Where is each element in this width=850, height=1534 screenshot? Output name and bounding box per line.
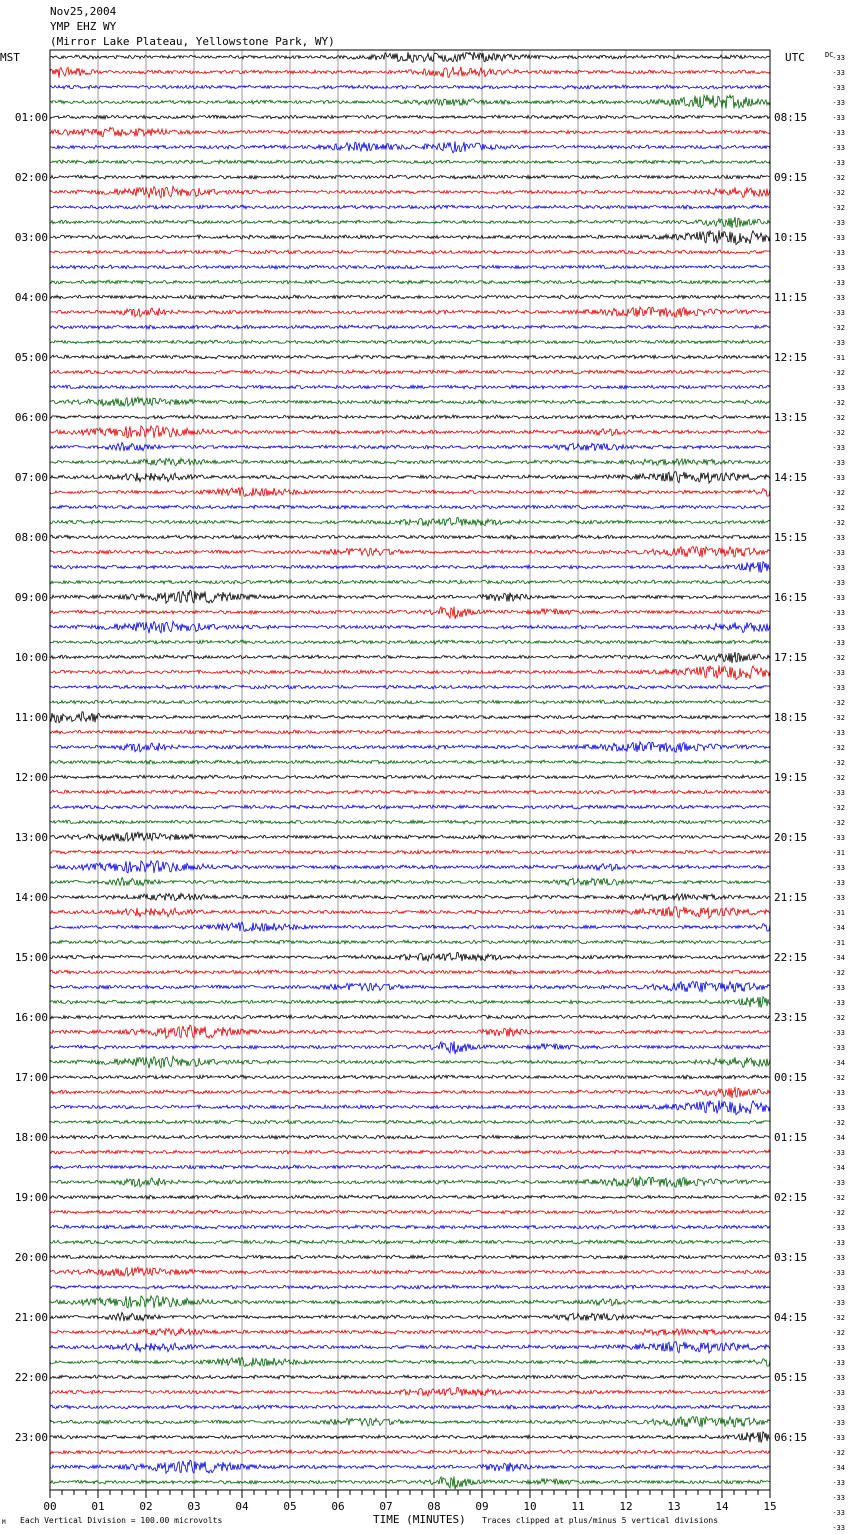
seismic-trace: [50, 621, 770, 633]
seismic-trace: [50, 1150, 770, 1154]
right-timezone-label: UTC: [785, 51, 805, 64]
dc-offset-value: -31: [832, 354, 845, 362]
x-tick-label: 00: [43, 1500, 57, 1513]
dc-offset-value: -32: [832, 774, 845, 782]
seismic-trace: [50, 1313, 770, 1322]
dc-offset-value: -33: [832, 1359, 845, 1367]
dc-offset-value: -31: [832, 939, 845, 947]
dc-offset-value: -33: [832, 609, 845, 617]
seismic-trace: [50, 458, 770, 465]
x-tick-label: 05: [283, 1500, 297, 1513]
seismic-trace: [50, 415, 770, 419]
seismic-trace: [50, 265, 770, 269]
dc-offset-value: -33: [832, 1494, 845, 1502]
dc-header-label: DC: [825, 51, 834, 59]
seismic-trace: [50, 1375, 770, 1379]
seismic-trace: [50, 1100, 770, 1114]
seismic-trace: [50, 1025, 770, 1038]
dc-offset-value: -32: [832, 969, 845, 977]
seismic-trace: [50, 280, 770, 284]
utc-hour-label: 18:15: [774, 711, 808, 724]
mst-hour-label: 12:00: [14, 771, 48, 784]
mst-hour-label: 02:00: [14, 171, 48, 184]
seismic-trace: [50, 355, 770, 359]
x-tick-label: 14: [715, 1500, 729, 1513]
mst-hour-label: 07:00: [14, 471, 48, 484]
seismic-trace: [50, 893, 770, 900]
seismic-trace: [50, 640, 770, 644]
dc-offset-value: -33: [832, 729, 845, 737]
dc-offset-value: -32: [832, 414, 845, 422]
seismic-trace: [50, 1135, 770, 1139]
seismic-trace: [50, 340, 770, 344]
seismic-trace: [50, 1387, 770, 1396]
mst-hour-label: 20:00: [14, 1251, 48, 1264]
seismic-trace: [50, 730, 770, 734]
seismic-trace: [50, 790, 770, 794]
seismic-trace: [50, 665, 770, 679]
seismic-trace: [50, 580, 770, 584]
dc-offset-value: -32: [832, 1329, 845, 1337]
x-tick-label: 01: [91, 1500, 105, 1513]
seismic-trace: [50, 95, 770, 109]
utc-hour-label: 20:15: [774, 831, 808, 844]
seismic-trace: [50, 1405, 770, 1409]
mst-hour-label: 08:00: [14, 531, 48, 544]
utc-hour-label: 21:15: [774, 891, 808, 904]
seismic-trace: [50, 547, 770, 558]
mst-hour-label: 14:00: [14, 891, 48, 904]
dc-offset-value: -32: [832, 1209, 845, 1217]
seismic-trace: [50, 685, 770, 689]
seismic-trace: [50, 1476, 770, 1489]
seismic-trace: [50, 1120, 770, 1124]
dc-offset-value: -33: [832, 129, 845, 137]
seismic-trace: [50, 922, 770, 931]
dc-offset-value: -34: [832, 954, 845, 962]
dc-offset-value: -33: [832, 1479, 845, 1487]
dc-offset-value: -32: [832, 699, 845, 707]
seismic-trace: [50, 997, 770, 1008]
utc-hour-label: 08:15: [774, 111, 808, 124]
dc-offset-value: -34: [832, 924, 845, 932]
seismic-trace: [50, 186, 770, 198]
dc-offset-value: -33: [832, 1434, 845, 1442]
seismic-trace: [50, 982, 770, 993]
seismic-trace: [50, 517, 770, 526]
seismic-trace: [50, 590, 770, 603]
utc-hour-label: 17:15: [774, 651, 808, 664]
seismic-trace: [50, 775, 770, 779]
dc-offset-value: -33: [832, 624, 845, 632]
dc-offset-value: -32: [832, 504, 845, 512]
x-tick-label: 12: [619, 1500, 633, 1513]
seismic-trace: [50, 1267, 770, 1276]
utc-hour-label: 06:15: [774, 1431, 808, 1444]
mst-hour-label: 06:00: [14, 411, 48, 424]
seismic-trace: [50, 1015, 770, 1019]
seismic-trace: [50, 861, 770, 873]
mst-hour-label: 23:00: [14, 1431, 48, 1444]
seismic-trace: [50, 820, 770, 824]
dc-offset-value: -33: [832, 1254, 845, 1262]
dc-offset-value: -33: [832, 594, 845, 602]
mst-hour-label: 18:00: [14, 1131, 48, 1144]
dc-offset-value: -33: [832, 444, 845, 452]
dc-offset-value: -32: [832, 324, 845, 332]
dc-offset-value: -33: [832, 1089, 845, 1097]
seismic-trace: [50, 385, 770, 389]
dc-offset-value: -33: [832, 564, 845, 572]
dc-offset-value: -33: [832, 1374, 845, 1382]
seismic-trace: [50, 397, 770, 406]
dc-offset-value: -33: [832, 984, 845, 992]
dc-offset-value: -32: [832, 1314, 845, 1322]
mst-hour-label: 19:00: [14, 1191, 48, 1204]
footer-clip-note: Traces clipped at plus/minus 5 vertical divisions: [482, 1516, 719, 1525]
dc-offset-value: -33: [832, 999, 845, 1007]
dc-offset-value: -33: [832, 264, 845, 272]
utc-hour-label: 12:15: [774, 351, 808, 364]
dc-offset-value: -34: [832, 1164, 845, 1172]
dc-offset-value: -33: [832, 1299, 845, 1307]
seismic-trace: [50, 472, 770, 483]
x-tick-label: 04: [235, 1500, 249, 1513]
dc-offset-value: -32: [832, 489, 845, 497]
mst-hour-label: 16:00: [14, 1011, 48, 1024]
seismic-trace: [50, 1075, 770, 1079]
seismic-trace: [50, 443, 770, 452]
dc-offset-value: -33: [832, 1179, 845, 1187]
header-location: (Mirror Lake Plateau, Yellowstone Park, WY): [50, 35, 335, 48]
dc-offset-value: -33: [832, 294, 845, 302]
seismic-trace: [50, 426, 770, 438]
seismic-trace: [50, 1195, 770, 1199]
x-tick-label: 06: [331, 1500, 345, 1513]
seismic-trace: [50, 487, 770, 496]
header-date: Nov25,2004: [50, 5, 117, 18]
dc-offset-value: -33: [832, 1509, 845, 1517]
seismic-trace: [50, 127, 770, 136]
seismic-trace: [50, 1210, 770, 1214]
seismic-trace: [50, 85, 770, 89]
dc-offset-value: -32: [832, 804, 845, 812]
dc-offset-value: -33: [832, 1239, 845, 1247]
dc-offset-value: -33: [832, 579, 845, 587]
utc-hour-label: 04:15: [774, 1311, 808, 1324]
dc-offset-value: -33: [832, 1284, 845, 1292]
seismic-trace: [50, 952, 770, 961]
mst-hour-label: 21:00: [14, 1311, 48, 1324]
dc-offset-value: -33: [832, 1404, 845, 1412]
seismic-trace: [50, 1255, 770, 1259]
dc-offset-value: -33: [832, 684, 845, 692]
seismic-trace: [50, 742, 770, 752]
dc-offset-value: -31: [832, 849, 845, 857]
mst-hour-label: 11:00: [14, 711, 48, 724]
dc-offset-value: -32: [832, 399, 845, 407]
left-timezone-label: MST: [0, 51, 20, 64]
dc-offset-value: -33: [832, 219, 845, 227]
seismic-trace: [50, 141, 770, 153]
utc-hour-label: 09:15: [774, 171, 808, 184]
dc-offset-value: -33: [832, 1044, 845, 1052]
seismic-trace: [50, 760, 770, 764]
dc-offset-value: -32: [832, 519, 845, 527]
x-tick-label: 03: [187, 1500, 201, 1513]
dc-offset-value: -33: [832, 54, 845, 62]
utc-hour-label: 13:15: [774, 411, 808, 424]
time-gridlines: [98, 50, 722, 1490]
x-tick-label: 10: [523, 1500, 537, 1513]
seismic-trace: [50, 250, 770, 254]
dc-offset-value: -32: [832, 1014, 845, 1022]
x-tick-label: 02: [139, 1500, 153, 1513]
dc-offset-value: -33: [832, 69, 845, 77]
seismic-trace: [50, 652, 770, 663]
time-axis: [43, 1490, 776, 1513]
seismic-trace: [50, 1342, 770, 1353]
mst-hour-label: 03:00: [14, 231, 48, 244]
seismic-trace: [50, 1357, 770, 1366]
dc-offset-value: -32: [832, 204, 845, 212]
utc-hour-label: 22:15: [774, 951, 808, 964]
dc-offset-column: [832, 54, 845, 1534]
dc-offset-value: -32: [832, 1194, 845, 1202]
dc-offset-value: -33: [832, 834, 845, 842]
seismic-trace: [50, 505, 770, 509]
seismic-trace: [50, 940, 770, 944]
seismic-trace: [50, 606, 770, 619]
mst-hour-label: 17:00: [14, 1071, 48, 1084]
dc-offset-value: -33: [832, 384, 845, 392]
dc-offset-value: -33: [832, 84, 845, 92]
dc-offset-value: -33: [832, 144, 845, 152]
seismic-trace: [50, 535, 770, 539]
mst-hour-label: 10:00: [14, 651, 48, 664]
seismic-trace: [50, 1285, 770, 1289]
seismic-trace: [50, 1165, 770, 1169]
mst-hour-label: 04:00: [14, 291, 48, 304]
seismic-trace: [50, 217, 770, 228]
seismic-trace: [50, 832, 770, 841]
header-station: YMP EHZ WY: [50, 20, 117, 33]
dc-offset-value: -34: [832, 1059, 845, 1067]
dc-offset-value: -34: [832, 1464, 845, 1472]
seismic-trace: [50, 1432, 770, 1443]
utc-hour-label: 11:15: [774, 291, 808, 304]
dc-offset-value: -33: [832, 279, 845, 287]
seismic-trace: [50, 1056, 770, 1068]
dc-offset-value: -33: [832, 1344, 845, 1352]
dc-offset-value: -33: [832, 1419, 845, 1427]
seismic-trace: [50, 907, 770, 918]
utc-hour-label: 23:15: [774, 1011, 808, 1024]
dc-offset-value: -33: [832, 1524, 845, 1532]
seismic-trace: [50, 1296, 770, 1308]
seismic-trace: [50, 370, 770, 374]
dc-offset-value: -32: [832, 759, 845, 767]
seismic-trace: [50, 175, 770, 179]
dc-offset-value: -33: [832, 1029, 845, 1037]
dc-offset-value: -33: [832, 789, 845, 797]
seismic-trace: [50, 325, 770, 329]
seismic-trace: [50, 1460, 770, 1473]
utc-hour-label: 05:15: [774, 1371, 808, 1384]
seismic-trace: [50, 970, 770, 974]
dc-offset-value: -33: [832, 549, 845, 557]
dc-offset-value: -33: [832, 1389, 845, 1397]
x-tick-label: 11: [571, 1500, 585, 1513]
footer-corner-mark: M: [2, 1519, 6, 1526]
seismic-trace: [50, 295, 770, 299]
x-tick-label: 08: [427, 1500, 441, 1513]
dc-offset-value: -33: [832, 1104, 845, 1112]
dc-offset-value: -33: [832, 639, 845, 647]
seismic-trace: [50, 307, 770, 317]
seismic-trace: [50, 160, 770, 164]
seismic-trace: [50, 1041, 770, 1054]
dc-offset-value: -31: [832, 909, 845, 917]
dc-offset-value: -32: [832, 714, 845, 722]
x-axis-title: TIME (MINUTES): [373, 1513, 466, 1526]
dc-offset-value: -32: [832, 1449, 845, 1457]
utc-hour-label: 16:15: [774, 591, 808, 604]
mst-hour-label: 01:00: [14, 111, 48, 124]
dc-offset-value: -34: [832, 1134, 845, 1142]
dc-offset-value: -33: [832, 114, 845, 122]
seismic-trace: [50, 1328, 770, 1335]
dc-offset-value: -33: [832, 474, 845, 482]
dc-offset-value: -33: [832, 894, 845, 902]
dc-offset-value: -33: [832, 1149, 845, 1157]
x-tick-label: 09: [475, 1500, 489, 1513]
mst-hour-label: 22:00: [14, 1371, 48, 1384]
dc-offset-value: -33: [832, 459, 845, 467]
dc-offset-value: -32: [832, 369, 845, 377]
dc-offset-value: -32: [832, 189, 845, 197]
dc-offset-value: -33: [832, 159, 845, 167]
seismic-trace: [50, 230, 770, 244]
dc-offset-value: -33: [832, 249, 845, 257]
dc-offset-value: -33: [832, 1224, 845, 1232]
utc-hour-label: 19:15: [774, 771, 808, 784]
mst-hour-label: 13:00: [14, 831, 48, 844]
seismic-trace: [50, 205, 770, 209]
x-tick-label: 15: [763, 1500, 777, 1513]
utc-hour-label: 03:15: [774, 1251, 808, 1264]
dc-offset-value: -33: [832, 99, 845, 107]
dc-offset-value: -32: [832, 1119, 845, 1127]
dc-offset-value: -32: [832, 654, 845, 662]
footer-scale-note: Each Vertical Division = 100.00 microvolts: [20, 1516, 223, 1525]
dc-offset-value: -32: [832, 744, 845, 752]
x-tick-label: 13: [667, 1500, 681, 1513]
utc-hour-label: 10:15: [774, 231, 808, 244]
utc-hour-label: 02:15: [774, 1191, 808, 1204]
dc-offset-value: -33: [832, 534, 845, 542]
seismic-trace: [50, 700, 770, 704]
utc-hour-label: 00:15: [774, 1071, 808, 1084]
seismic-trace: [50, 712, 770, 723]
utc-hour-label: 01:15: [774, 1131, 808, 1144]
seismic-trace: [50, 850, 770, 854]
seismic-trace: [50, 562, 770, 573]
dc-offset-value: -33: [832, 1269, 845, 1277]
seismic-trace: [50, 878, 770, 887]
utc-hour-label: 14:15: [774, 471, 808, 484]
dc-offset-value: -33: [832, 234, 845, 242]
dc-offset-value: -32: [832, 174, 845, 182]
mst-hour-label: 15:00: [14, 951, 48, 964]
utc-hour-label: 15:15: [774, 531, 808, 544]
seismic-trace: [50, 1417, 770, 1428]
seismic-trace: [50, 67, 770, 78]
dc-offset-value: -33: [832, 309, 845, 317]
x-tick-label: 07: [379, 1500, 393, 1513]
dc-offset-value: -32: [832, 429, 845, 437]
seismic-trace: [50, 1450, 770, 1454]
dc-offset-value: -33: [832, 339, 845, 347]
seismic-trace: [50, 1087, 770, 1098]
seismic-trace: [50, 1240, 770, 1244]
seismic-trace: [50, 1177, 770, 1187]
dc-offset-value: -33: [832, 669, 845, 677]
dc-offset-value: -32: [832, 819, 845, 827]
seismic-trace: [50, 115, 770, 119]
seismic-trace: [50, 52, 770, 62]
mst-hour-label: 09:00: [14, 591, 48, 604]
dc-offset-value: -33: [832, 864, 845, 872]
dc-offset-value: -32: [832, 1074, 845, 1082]
seismic-trace: [50, 1225, 770, 1229]
dc-offset-value: -33: [832, 879, 845, 887]
seismic-trace: [50, 805, 770, 809]
mst-hour-label: 05:00: [14, 351, 48, 364]
trace-lines: [50, 52, 770, 1489]
